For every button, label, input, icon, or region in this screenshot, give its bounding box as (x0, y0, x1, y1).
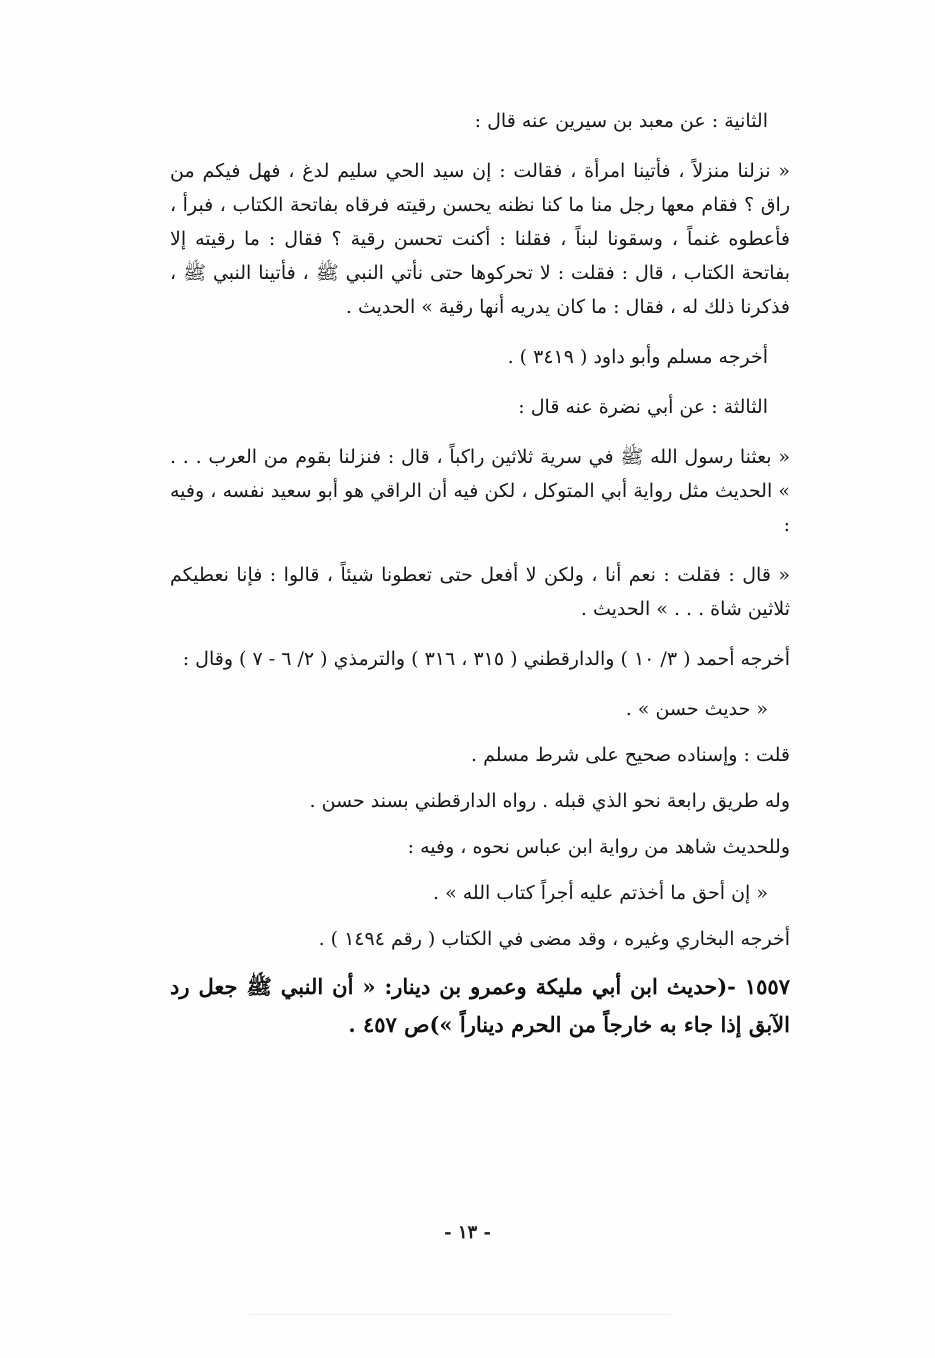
paragraph-shahid-quote: « إن أحق ما أخذتم عليه أجراً كتاب الله » . (432, 882, 768, 904)
paragraph-author-verdict: قلت : وإسناده صحيح على شرط مسلم . (471, 744, 790, 766)
paragraph-third-narration-intro: الثالثة : عن أبي نضرة عنه قال : (518, 396, 768, 418)
paragraph-second-narration-intro: الثانية : عن معبد بن سيرين عنه قال : (474, 110, 768, 132)
page-body (170, 104, 790, 1060)
paragraph-takhrij-ahmad: أخرجه أحمد ( ٣/ ١٠ ) والدارقطني ( ٣١٥ ، ٣١٦ ) والترمذي ( ٢/ ٦ - ٧ ) وقال : (182, 648, 790, 670)
paragraph-third-narration-text: « بعثنا رسول الله ﷺ في سرية ثلاثين راكباً ، قال : فنزلنا بقوم من العرب . . . » الحديث مثل رواية أبي المتوكل ، لكن فيه أن الراقي هو أبو سعيد نفسه ، وفيه : (170, 446, 790, 536)
paragraph-second-narration-text: « نزلنا منزلاً ، فأتينا امرأة ، فقالت : إن سيد الحي سليم لدغ ، فهل فيكم من راق ؟ فقام معها رجل منا ما كنا نظنه يحسن رقيته فرقاه بفاتحة الكتاب ، فبرأ ، فأعطوه غنماً ، وسقونا لبناً ، فقلنا : أكنت تحسن رقية ؟ فقال : ما رقيته إلا بفاتحة الكتاب ، قال : فقلت : لا تحركوها حتى نأتي النبي ﷺ ، فأتينا النبي ﷺ ، فذكرنا ذلك له ، فقال : ما كان يدريه أنها رقية » الحديث . (170, 160, 790, 318)
paragraph-tirmidhi-grade: « حديث حسن » . (625, 698, 768, 720)
paragraph-shahid: وللحديث شاهد من رواية ابن عباس نحوه ، وفيه : (407, 836, 790, 858)
paragraph-takhrij-bukhari: أخرجه البخاري وغيره ، وقد مضى في الكتاب ( رقم ١٤٩٤ ) . (318, 928, 790, 950)
hadith-heading-1557: ١٥٥٧ -(حديث ابن أبي مليكة وعمرو بن دينار: « أن النبي ﷺ جعل رد الآبق إذا جاء به خارجاً من الحرم ديناراً »)ص ٤٥٧ . (170, 974, 790, 1037)
paragraph-fourth-route: وله طريق رابعة نحو الذي قبله . رواه الدارقطني بسند حسن . (309, 790, 790, 812)
page-number: - ١٣ - (444, 1222, 491, 1243)
paragraph-third-narration-quote: « قال : فقلت : نعم أنا ، ولكن لا أفعل حتى تعطونا شيئاً ، قالوا : فإنا نعطيكم ثلاثين شاة . . . » الحديث . (170, 564, 790, 620)
paragraph-takhrij-muslim: أخرجه مسلم وأبو داود ( ٣٤١٩ ) . (507, 346, 768, 368)
page-bottom-divider (250, 1314, 670, 1315)
